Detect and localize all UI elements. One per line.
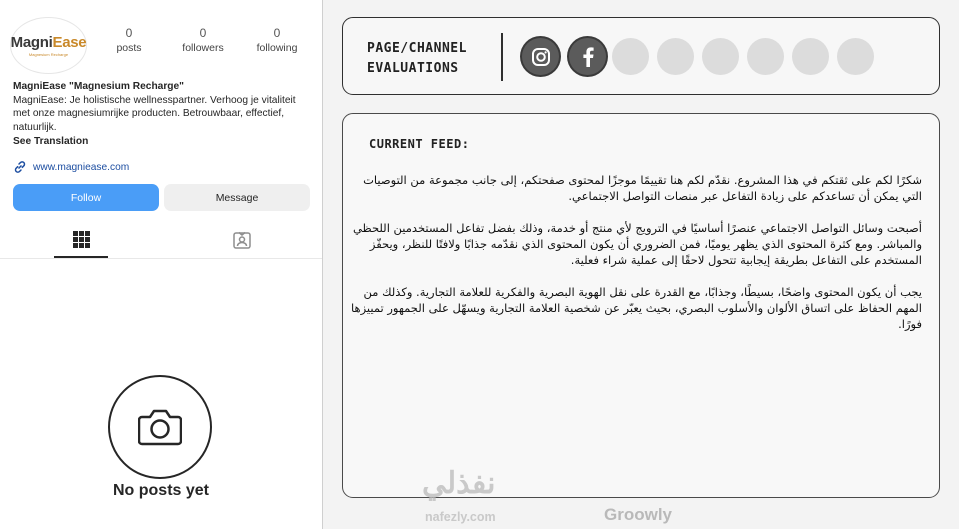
- feed-paragraph: شكرًا لكم على ثقتكم في هذا المشروع. نقدّم لكم هنا تقييمًا موجزًا لمحتوى صفحتكم، إلى جانب مجموعة من التوصيات التي يمكن أن تساعدكم على زيادة التفاعل عبر منصات التواصل الاجتماعي.: [363, 173, 922, 203]
- bio-text: MagniEase: Je holistische wellnesspartner. Verhoog je vitaliteit met onze magnesiumrijke producten. Betrouwbaar, effectief, natuurlijk.: [13, 94, 296, 133]
- website-url: www.magniease.com: [33, 161, 130, 173]
- evaluation-panel: [322, 0, 959, 529]
- empty-social-slot: [837, 38, 874, 75]
- feed-paragraph: يجب أن يكون المحتوى واضحًا، بسيطًا، وجذابًا، مع القدرة على نقل الهوية البصرية والفكرية للعلامة التجارية. وكذلك من المهم الحفاظ على اتساق الألوان والأسلوب البصري، بحيث يعبّر عن شخصية العلامة التجارية ويسهّل على الجمهور تمييزها فورًا.: [351, 285, 922, 331]
- profile-avatar[interactable]: [11, 18, 86, 73]
- stat-value: 0: [125, 26, 133, 40]
- tagged-user-icon: [233, 231, 251, 249]
- tab-tagged[interactable]: [215, 222, 269, 257]
- watermark-site: nafezly.com: [425, 510, 496, 524]
- facebook-button[interactable]: [569, 38, 606, 75]
- profile-bio: [13, 80, 313, 149]
- camera-icon: [138, 408, 182, 446]
- current-feed-box: [342, 113, 940, 498]
- empty-social-slot: [747, 38, 784, 75]
- stat-label: posts: [116, 42, 142, 54]
- evaluation-header: [342, 17, 940, 95]
- see-translation-link[interactable]: See Translation: [13, 136, 89, 147]
- watermark-arabic: نفذلي: [422, 467, 496, 500]
- stat-posts[interactable]: [94, 26, 164, 54]
- feed-label: CURRENT FEED:: [369, 137, 470, 151]
- brand-logo: MagniEase: [10, 34, 87, 51]
- stat-followers[interactable]: [168, 26, 238, 54]
- display-name: MagniEase "Magnesium Recharge": [13, 81, 185, 92]
- header-divider: [501, 33, 503, 81]
- feed-text: [349, 172, 922, 348]
- facebook-icon: [581, 47, 595, 67]
- feed-paragraph: أصبحت وسائل التواصل الاجتماعي عنصرًا أساسيًا في الترويج لأي منتج أو خدمة، وذلك بفضل تفاعل المستخدمين اللحظي والمباشر. ومع كثرة المحتوى الذي يظهر يوميًا، فمن الضروري أن يكون المحتوى الذي نقدّمه جذابًا ولافتًا للنظر، ويحفّز المستخدم على التفاعل بطريقة إيجابية تتحول لاحقًا إلى عملية شراء فعلية.: [352, 221, 922, 267]
- stat-following[interactable]: [242, 26, 312, 54]
- title-line-1: PAGE/CHANNEL: [367, 41, 467, 56]
- empty-state-text: No posts yet: [112, 482, 209, 499]
- empty-social-slot: [702, 38, 739, 75]
- message-button[interactable]: Message: [164, 184, 310, 211]
- grid-icon: [73, 231, 90, 248]
- stat-value: 0: [199, 26, 207, 40]
- logo-tagline: Magnesium Recharge: [28, 52, 69, 57]
- instagram-button[interactable]: [522, 38, 559, 75]
- empty-social-slot: [792, 38, 829, 75]
- stat-label: followers: [182, 42, 224, 54]
- page-title: [367, 39, 467, 79]
- watermark-brand: Groowly: [604, 505, 673, 524]
- empty-social-slot: [612, 38, 649, 75]
- website-link[interactable]: [13, 160, 129, 174]
- empty-social-slot: [657, 38, 694, 75]
- tab-posts-grid[interactable]: [54, 222, 108, 258]
- instagram-profile-panel: [0, 0, 322, 529]
- profile-tabs: [0, 222, 322, 259]
- stat-value: 0: [273, 26, 281, 40]
- follow-button[interactable]: Follow: [13, 184, 159, 211]
- instagram-icon: [531, 47, 551, 67]
- no-posts-camera: [108, 375, 212, 479]
- title-line-2: EVALUATIONS: [367, 61, 459, 76]
- stat-label: following: [256, 42, 298, 54]
- link-icon: [13, 160, 27, 174]
